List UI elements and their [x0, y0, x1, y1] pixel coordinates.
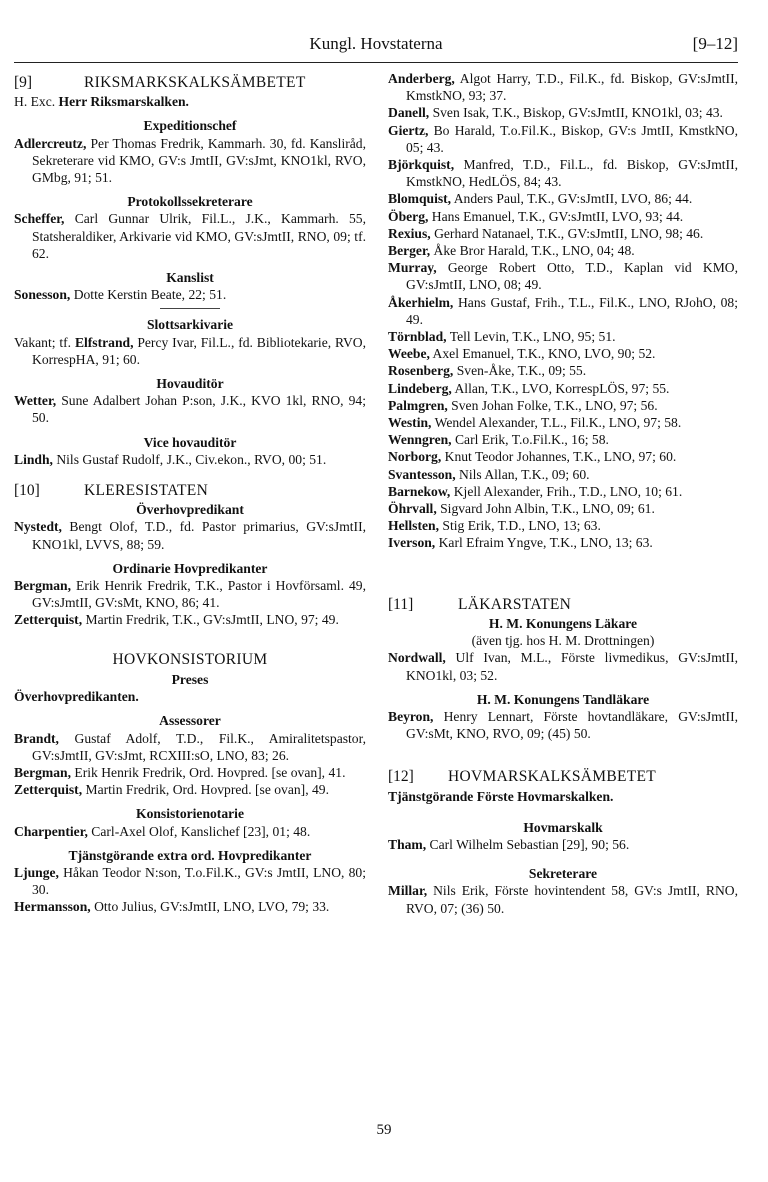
subheading: Konsistorienotarie: [136, 806, 244, 822]
subheading-note: (även tjg. hos H. M. Drottningen): [471, 633, 655, 649]
entry: Zetterquist, Martin Fredrik, Ord. Hovpred. [se ovan], 49.: [14, 782, 329, 798]
section-title: RIKSMARKSKALKSÄMBETET: [84, 74, 306, 91]
entry: Sonesson, Dotte Kerstin Beate, 22; 51.: [14, 287, 227, 303]
list-item: Rosenberg, Sven-Åke, T.K., 09; 55.: [388, 363, 587, 379]
section-number: [11]: [388, 595, 414, 613]
list-item: Öhrvall, Sigvard John Albin, T.K., LNO, 09; 61.: [388, 501, 655, 517]
list-item: Berger, Åke Bror Harald, T.K., LNO, 04; 48.: [388, 243, 635, 259]
running-header: [14, 34, 738, 64]
subheading: Slottsarkivarie: [146, 317, 234, 333]
entry: Bergman, Erik Henrik Fredrik, Ord. Hovpred. [se ovan], 41.: [14, 764, 346, 780]
right-column: [388, 70, 738, 917]
section-11-heading: [388, 596, 738, 613]
subheading: Assessorer: [159, 713, 221, 729]
list-item: Lindeberg, Allan, T.K., LVO, KorrespLÖS, 97; 55.: [388, 380, 670, 396]
konsistorium-title: HOVKONSISTORIUM: [112, 650, 268, 668]
subheading: Vice hovauditör: [143, 434, 237, 450]
entry: Zetterquist, Martin Fredrik, T.K., GV:sJmtII, LNO, 97; 49.: [14, 612, 339, 628]
subheading: Hovauditör: [156, 376, 224, 392]
list-item: Björkquist, Manfred, T.D., Fil.L., fd. Biskop, GV:sJmtII, KmstkNO, HedLÖS, 84; 43.: [388, 157, 738, 190]
entry: Tham, Carl Wilhelm Sebastian [29], 90; 56.: [388, 836, 630, 852]
header-rule: [14, 62, 738, 63]
priest-list: [388, 70, 738, 552]
entry: Adlercreutz, Per Thomas Fredrik, Kammarh. 30, fd. Kansliråd, Sekreterare vid KMO, GV:s JmtII, GV:sJmt, KNO1kl, RVO, GMbg, 91; 51.: [14, 135, 366, 186]
subheading: Tjänstgörande extra ord. Hovpredikanter: [68, 847, 312, 863]
section-title: LÄKARSTATEN: [458, 595, 572, 613]
section-title: KLERESISTATEN: [84, 482, 209, 500]
section-number: [10]: [14, 482, 40, 500]
list-item: Rexius, Gerhard Natanael, T.K., GV:sJmtII, LNO, 98; 46.: [388, 225, 704, 241]
subheading: Överhovpredikant: [136, 502, 244, 518]
list-item: Barnekow, Kjell Alexander, Frih., T.D., LNO, 10; 61.: [388, 483, 683, 499]
list-item: Iverson, Karl Efraim Yngve, T.K., LNO, 13; 63.: [388, 535, 653, 551]
entry: Ljunge, Håkan Teodor N:son, T.o.Fil.K., GV:s JmtII, LNO, 80; 30.: [14, 864, 366, 898]
entry: Wetter, Sune Adalbert Johan P:son, J.K., KVO 1kl, RNO, 94; 50.: [14, 393, 366, 426]
entry: Millar, Nils Erik, Förste hovintendent 58, GV:s JmtII, RNO, RVO, 07; (36) 50.: [388, 883, 738, 916]
section-number: [12]: [388, 768, 414, 786]
divider: [160, 308, 220, 309]
entry: Hermansson, Otto Julius, GV:sJmtII, LNO, LVO, 79; 33.: [14, 899, 330, 915]
list-item: Törnblad, Tell Levin, T.K., LNO, 95; 51.: [388, 329, 616, 345]
list-item: Svantesson, Nils Allan, T.K., 09; 60.: [388, 466, 590, 482]
subheading: H. M. Konungens Tandläkare: [476, 691, 650, 707]
entry: Beyron, Henry Lennart, Förste hovtandläkare, GV:sJmtII, GV:sMt, KNO, RVO, 09; (45) 50.: [388, 708, 738, 742]
section-title: HOVMARSKALKSÄMBETET: [448, 768, 657, 786]
section-number: [9]: [14, 74, 33, 91]
page-number: 59: [376, 1122, 392, 1138]
list-item: Anderberg, Algot Harry, T.D., Fil.K., fd. Biskop, GV:sJmtII, KmstkNO, 93; 37.: [388, 71, 738, 104]
subheading: Preses: [171, 671, 209, 687]
entry: Vakant; tf. Elfstrand, Percy Ivar, Fil.L., fd. Bibliotekarie, RVO, KorrespHA, 91; 60.: [14, 334, 366, 367]
subheading: Protokollssekreterare: [127, 194, 253, 210]
section-9-heading: [14, 74, 366, 91]
subheading: Ordinarie Hovpredikanter: [112, 560, 268, 576]
subheading: Hovmarskalk: [523, 819, 603, 835]
section-10-heading: [14, 482, 366, 499]
left-column: [14, 70, 366, 916]
section-range: [9–12]: [692, 34, 738, 53]
list-item: Palmgren, Sven Johan Folke, T.K., LNO, 97; 56.: [388, 397, 658, 413]
list-item: Norborg, Knut Teodor Johannes, T.K., LNO, 97; 60.: [388, 449, 677, 465]
entry: Charpentier, Carl-Axel Olof, Kanslichef [23], 01; 48.: [14, 823, 311, 839]
list-item: Wenngren, Carl Erik, T.o.Fil.K., 16; 58.: [388, 432, 609, 448]
entry: Lindh, Nils Gustaf Rudolf, J.K., Civ.ekon., RVO, 00; 51.: [14, 451, 327, 467]
subheading: Expeditionschef: [143, 118, 237, 134]
entry: Nystedt, Bengt Olof, T.D., fd. Pastor primarius, GV:sJmtII, KNO1kl, LVVS, 88; 59.: [14, 519, 366, 552]
subheading: Kanslist: [166, 270, 214, 286]
list-item: Danell, Sven Isak, T.K., Biskop, GV:sJmtII, KNO1kl, 03; 43.: [388, 105, 723, 121]
list-item: Weebe, Axel Emanuel, T.K., KNO, LVO, 90; 52.: [388, 346, 656, 362]
list-item: Blomquist, Anders Paul, T.K., GV:sJmtII, LVO, 86; 44.: [388, 191, 693, 207]
subheading: H. M. Konungens Läkare: [488, 615, 638, 631]
entry: Nordwall, Ulf Ivan, M.L., Förste livmedikus, GV:sJmtII, KNO1kl, 03; 52.: [388, 650, 738, 683]
section-intro: Tjänstgörande Förste Hovmarskalken.: [388, 788, 614, 804]
running-title: Kungl. Hovstaterna: [309, 34, 443, 53]
list-item: Hellsten, Stig Erik, T.D., LNO, 13; 63.: [388, 518, 601, 534]
list-item: Åkerhielm, Hans Gustaf, Frih., T.L., Fil.K., LNO, RJohO, 08; 49.: [388, 294, 738, 327]
entry: Scheffer, Carl Gunnar Ulrik, Fil.L., J.K., Kammarh. 55, Statsheraldiker, Arkivarie vid KMO, GV:sJmtII, RNO, 09; tf. 62.: [14, 211, 366, 261]
list-item: Giertz, Bo Harald, T.o.Fil.K., Biskop, GV:s JmtII, KmstkNO, 05; 43.: [388, 122, 738, 155]
list-item: Öberg, Hans Emanuel, T.K., GV:sJmtII, LVO, 93; 44.: [388, 208, 684, 224]
entry: Bergman, Erik Henrik Fredrik, T.K., Pastor i Hovförsaml. 49, GV:sJmtII, GV:sMt, KNO, 86; 41.: [14, 578, 366, 611]
subheading: Sekreterare: [528, 866, 598, 882]
list-item: Murray, George Robert Otto, T.D., Kaplan vid KMO, GV:sJmtII, LNO, 08; 49.: [388, 260, 738, 293]
list-item: Westin, Wendel Alexander, T.L., Fil.K., LNO, 97; 58.: [388, 415, 682, 431]
section-12-heading: [388, 768, 738, 785]
entry: Överhovpredikanten.: [14, 689, 139, 705]
section-intro: H. Exc. Herr Riksmarskalken.: [14, 94, 189, 110]
entry: Brandt, Gustaf Adolf, T.D., Fil.K., Amiralitetspastor, GV:sJmtII, GV:sJmt, RCXIII:sO, LNO, 83; 26.: [14, 730, 366, 763]
